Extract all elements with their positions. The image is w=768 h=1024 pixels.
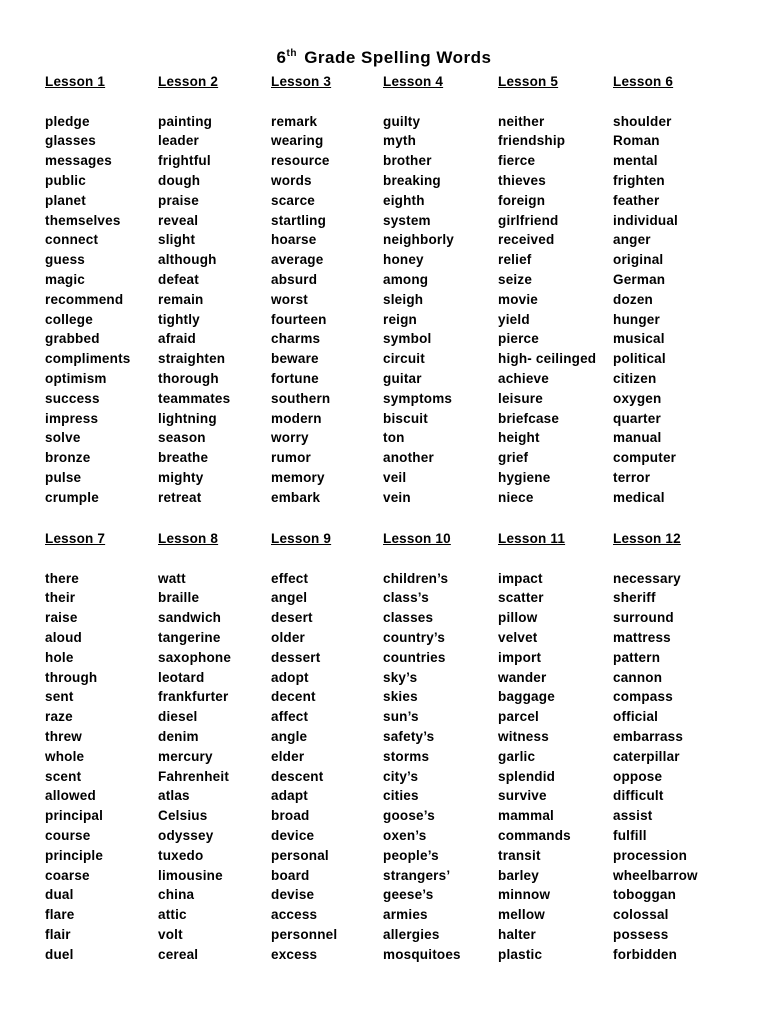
spelling-word: flare — [45, 907, 75, 923]
spelling-word: worst — [271, 291, 309, 307]
spelling-word: diesel — [158, 709, 198, 725]
spelling-word: pierce — [498, 331, 539, 347]
spelling-word: wheelbarrow — [613, 867, 698, 883]
spelling-word: slight — [158, 232, 196, 248]
spelling-word: older — [271, 629, 306, 645]
spelling-word: neighborly — [383, 232, 455, 248]
spelling-word: guess — [45, 252, 86, 268]
spelling-word: quarter — [613, 410, 661, 426]
lesson-heading: Lesson 7 — [45, 531, 106, 546]
spelling-word: girlfriend — [498, 212, 559, 228]
spelling-word: watt — [158, 570, 186, 586]
spelling-word: brother — [383, 153, 432, 169]
spelling-word: denim — [158, 728, 199, 744]
spelling-word: hoarse — [271, 232, 317, 248]
lesson-heading: Lesson 1 — [45, 74, 106, 89]
spelling-word: German — [613, 271, 666, 287]
spelling-word: tightly — [158, 311, 200, 327]
spelling-word: coarse — [45, 867, 90, 883]
spelling-word: flair — [45, 926, 71, 942]
spelling-word: seize — [498, 271, 533, 287]
spelling-word: terror — [613, 469, 651, 485]
spelling-word: solve — [45, 430, 81, 446]
spelling-word: oxygen — [613, 390, 662, 406]
lesson-heading: Lesson 8 — [158, 531, 219, 546]
spelling-word: sleigh — [383, 291, 424, 307]
spelling-word: tuxedo — [158, 847, 204, 863]
spelling-word: rumor — [271, 450, 312, 466]
spelling-word: wander — [498, 669, 547, 685]
spelling-word: reign — [383, 311, 418, 327]
spelling-word: affect — [271, 709, 309, 725]
spelling-word: odyssey — [158, 827, 214, 843]
spelling-word: angel — [271, 590, 308, 606]
spelling-word: frighten — [613, 172, 665, 188]
spelling-word: foreign — [498, 192, 546, 208]
spelling-word: charms — [271, 331, 321, 347]
spelling-word: veil — [383, 469, 407, 485]
spelling-word: fulfill — [613, 827, 647, 843]
spelling-word: ton — [383, 430, 405, 446]
spelling-word: circuit — [383, 351, 425, 367]
spelling-word: elder — [271, 748, 305, 764]
spelling-word: goose’s — [383, 808, 435, 824]
spelling-word: decent — [271, 689, 316, 705]
spelling-word: hygiene — [498, 469, 551, 485]
spelling-word: personnel — [271, 926, 338, 942]
spelling-word: there — [45, 570, 80, 586]
spelling-word: dessert — [271, 649, 321, 665]
spelling-word: leisure — [498, 390, 543, 406]
spelling-word: adapt — [271, 788, 309, 804]
spelling-word: armies — [383, 907, 428, 923]
spelling-word: angle — [271, 728, 308, 744]
spelling-word: broad — [271, 808, 310, 824]
spelling-word: classes — [383, 610, 434, 626]
spelling-word: recommend — [45, 291, 124, 307]
spelling-word: transit — [498, 847, 541, 863]
spelling-word: frankfurter — [158, 689, 229, 705]
spelling-word: cities — [383, 788, 419, 804]
spelling-word: cereal — [158, 946, 199, 962]
spelling-word: volt — [158, 926, 183, 942]
spelling-word: teammates — [158, 390, 231, 406]
spelling-word: limousine — [158, 867, 223, 883]
spelling-word: mellow — [498, 907, 545, 923]
spelling-word: oppose — [613, 768, 663, 784]
spelling-word: baggage — [498, 689, 555, 705]
spelling-word: aloud — [45, 629, 82, 645]
spelling-word: difficult — [613, 788, 664, 804]
spelling-word: forbidden — [613, 946, 678, 962]
spelling-word: Celsius — [158, 808, 208, 824]
spelling-word: devise — [271, 887, 315, 903]
spelling-word: musical — [613, 331, 665, 347]
spelling-word: leader — [158, 133, 199, 149]
spelling-word: breathe — [158, 450, 209, 466]
spelling-word: high- ceilinged — [498, 351, 597, 367]
spelling-word: compliments — [45, 351, 131, 367]
lesson-column — [158, 529, 273, 965]
spelling-word: absurd — [271, 271, 318, 287]
spelling-word: lightning — [158, 410, 217, 426]
spelling-word: planet — [45, 192, 86, 208]
spelling-word: oxen’s — [383, 827, 427, 843]
spelling-word: reveal — [158, 212, 199, 228]
spelling-word: height — [498, 430, 540, 446]
lesson-column — [498, 529, 613, 965]
spelling-word: fourteen — [271, 311, 327, 327]
spelling-word: average — [271, 252, 324, 268]
spelling-word: fierce — [498, 153, 536, 169]
spelling-word: symptoms — [383, 390, 453, 406]
lesson-column — [613, 72, 728, 508]
lesson-heading: Lesson 10 — [383, 531, 451, 546]
spelling-word: breaking — [383, 172, 441, 188]
spelling-word: received — [498, 232, 555, 248]
spelling-word: plastic — [498, 946, 543, 962]
spelling-word: individual — [613, 212, 679, 228]
spelling-word: guilty — [383, 113, 421, 129]
spelling-word: magic — [45, 271, 86, 287]
spelling-word: atlas — [158, 788, 190, 804]
spelling-word: mercury — [158, 748, 213, 764]
spelling-word: vein — [383, 489, 411, 505]
spelling-word: although — [158, 252, 217, 268]
spelling-word: niece — [498, 489, 534, 505]
spelling-word: bronze — [45, 450, 91, 466]
spelling-word: medical — [613, 489, 665, 505]
spelling-word: season — [158, 430, 206, 446]
spelling-word: hole — [45, 649, 74, 665]
spelling-word: pledge — [45, 113, 90, 129]
spelling-word: attic — [158, 907, 187, 923]
spelling-word: manual — [613, 430, 662, 446]
spelling-word: china — [158, 887, 195, 903]
spelling-word: necessary — [613, 570, 681, 586]
spelling-word: connect — [45, 232, 99, 248]
spelling-word: computer — [613, 450, 677, 466]
lesson-heading: Lesson 5 — [498, 74, 559, 89]
spelling-word: scent — [45, 768, 82, 784]
spelling-word: relief — [498, 252, 532, 268]
spelling-word: assist — [613, 808, 653, 824]
spelling-word: leotard — [158, 669, 205, 685]
spelling-word: college — [45, 311, 93, 327]
spelling-word: themselves — [45, 212, 121, 228]
spelling-word: procession — [613, 847, 688, 863]
spelling-word: people’s — [383, 847, 439, 863]
lesson-column — [613, 529, 728, 965]
spelling-word: cannon — [613, 669, 663, 685]
spelling-word: southern — [271, 390, 331, 406]
spelling-word: safety’s — [383, 728, 435, 744]
lesson-heading: Lesson 11 — [498, 531, 566, 546]
spelling-word: minnow — [498, 887, 551, 903]
spelling-word: pattern — [613, 649, 661, 665]
spelling-word: symbol — [383, 331, 432, 347]
spelling-word: raise — [45, 610, 78, 626]
spelling-word: their — [45, 590, 76, 606]
spelling-word: tangerine — [158, 629, 221, 645]
spelling-word: course — [45, 827, 91, 843]
spelling-word: movie — [498, 291, 539, 307]
spelling-word: memory — [271, 469, 325, 485]
spelling-word: halter — [498, 926, 536, 942]
spelling-word: velvet — [498, 629, 538, 645]
spelling-word: braille — [158, 590, 200, 606]
spelling-word: sent — [45, 689, 74, 705]
spelling-word: yield — [498, 311, 530, 327]
spelling-word: modern — [271, 410, 322, 426]
spelling-word: success — [45, 390, 100, 406]
spelling-word: embarrass — [613, 728, 684, 744]
spelling-word: defeat — [158, 271, 199, 287]
spelling-word: startling — [271, 212, 327, 228]
spelling-word: parcel — [498, 709, 539, 725]
spelling-word: children’s — [383, 570, 449, 586]
spelling-word: city’s — [383, 768, 419, 784]
spelling-word: grabbed — [45, 331, 100, 347]
spelling-word: resource — [271, 153, 330, 169]
spelling-word: mattress — [613, 629, 671, 645]
spelling-word: achieve — [498, 370, 549, 386]
spelling-word: briefcase — [498, 410, 560, 426]
spelling-word: commands — [498, 827, 571, 843]
spelling-word: fortune — [271, 370, 319, 386]
spelling-word: dozen — [613, 291, 653, 307]
spelling-word: retreat — [158, 489, 202, 505]
spelling-word: Fahrenheit — [158, 768, 230, 784]
spelling-word: impact — [498, 570, 543, 586]
spelling-word: myth — [383, 133, 417, 149]
spelling-word: Roman — [613, 133, 660, 149]
spelling-word: countries — [383, 649, 446, 665]
spelling-word: friendship — [498, 133, 566, 149]
spelling-word: guitar — [383, 370, 422, 386]
lesson-column — [383, 529, 498, 965]
spelling-word: scarce — [271, 192, 315, 208]
spelling-word: official — [613, 709, 659, 725]
lesson-heading: Lesson 3 — [271, 74, 332, 89]
spelling-word: honey — [383, 252, 424, 268]
page-title — [0, 48, 768, 68]
spelling-word: dough — [158, 172, 201, 188]
title-text: Grade Spelling Words — [304, 48, 492, 67]
spelling-word: citizen — [613, 370, 657, 386]
spelling-word: another — [383, 450, 434, 466]
lesson-column — [383, 72, 498, 508]
spelling-word: mosquitoes — [383, 946, 461, 962]
spelling-word: straighten — [158, 351, 226, 367]
spelling-word: beware — [271, 351, 319, 367]
spelling-word: messages — [45, 153, 112, 169]
spelling-word: mental — [613, 153, 658, 169]
lesson-column — [158, 72, 273, 508]
spelling-word: compass — [613, 689, 673, 705]
spelling-word: pulse — [45, 469, 82, 485]
spelling-word: dual — [45, 887, 74, 903]
spelling-word: system — [383, 212, 431, 228]
spelling-word: pillow — [498, 610, 538, 626]
spelling-word: strangers’ — [383, 867, 451, 883]
spelling-word: garlic — [498, 748, 536, 764]
spelling-word: country’s — [383, 629, 446, 645]
spelling-word: hunger — [613, 311, 660, 327]
spelling-word: device — [271, 827, 315, 843]
spelling-word: thorough — [158, 370, 219, 386]
spelling-word: scatter — [498, 590, 544, 606]
lesson-column — [45, 72, 160, 508]
lesson-column — [45, 529, 160, 965]
spelling-word: mammal — [498, 808, 554, 824]
spelling-word: among — [383, 271, 429, 287]
spelling-word: splendid — [498, 768, 556, 784]
spelling-word: optimism — [45, 370, 107, 386]
spelling-word: praise — [158, 192, 199, 208]
spelling-word: through — [45, 669, 98, 685]
spelling-word: sky’s — [383, 669, 418, 685]
spelling-word: effect — [271, 570, 309, 586]
spelling-word: words — [271, 172, 312, 188]
lesson-heading: Lesson 2 — [158, 74, 219, 89]
spelling-word: original — [613, 252, 664, 268]
spelling-word: public — [45, 172, 86, 188]
spelling-word: allergies — [383, 926, 440, 942]
spelling-word: feather — [613, 192, 660, 208]
lesson-heading: Lesson 9 — [271, 531, 332, 546]
spelling-word: toboggan — [613, 887, 677, 903]
spelling-word: descent — [271, 768, 324, 784]
spelling-word: grief — [498, 450, 529, 466]
spelling-word: afraid — [158, 331, 196, 347]
spelling-word: possess — [613, 926, 669, 942]
spelling-word: barley — [498, 867, 539, 883]
spelling-word: remain — [158, 291, 204, 307]
spelling-word: witness — [498, 728, 549, 744]
spelling-word: painting — [158, 113, 213, 129]
spelling-word: allowed — [45, 788, 96, 804]
spelling-word: duel — [45, 946, 74, 962]
lesson-heading: Lesson 12 — [613, 531, 681, 546]
spelling-word: geese’s — [383, 887, 434, 903]
lesson-column — [271, 529, 386, 965]
spelling-word: desert — [271, 610, 313, 626]
spelling-word: storms — [383, 748, 430, 764]
spelling-word: board — [271, 867, 310, 883]
spelling-word: saxophone — [158, 649, 232, 665]
spelling-word: sandwich — [158, 610, 222, 626]
lesson-column — [498, 72, 613, 508]
spelling-word: anger — [613, 232, 651, 248]
spelling-word: remark — [271, 113, 318, 129]
spelling-word: excess — [271, 946, 318, 962]
spelling-word: impress — [45, 410, 99, 426]
spelling-word: embark — [271, 489, 321, 505]
spelling-word: eighth — [383, 192, 425, 208]
lesson-heading: Lesson 6 — [613, 74, 674, 89]
spelling-word: colossal — [613, 907, 669, 923]
spelling-word: import — [498, 649, 542, 665]
spelling-word: access — [271, 907, 318, 923]
spelling-word: thieves — [498, 172, 546, 188]
spelling-word: crumple — [45, 489, 99, 505]
spelling-word: principal — [45, 808, 104, 824]
spelling-word: shoulder — [613, 113, 672, 129]
spelling-word: threw — [45, 728, 83, 744]
spelling-word: principle — [45, 847, 104, 863]
spelling-word: survive — [498, 788, 547, 804]
spelling-word: raze — [45, 709, 73, 725]
spelling-word: caterpillar — [613, 748, 680, 764]
spelling-word: surround — [613, 610, 674, 626]
spelling-word: neither — [498, 113, 545, 129]
lesson-heading: Lesson 4 — [383, 74, 444, 89]
title-suffix: th — [286, 48, 297, 59]
lesson-column — [271, 72, 386, 508]
spelling-word: sheriff — [613, 590, 656, 606]
spelling-word: worry — [271, 430, 309, 446]
spelling-word: skies — [383, 689, 418, 705]
spelling-word: political — [613, 351, 666, 367]
spelling-word: wearing — [271, 133, 324, 149]
spelling-word: frightful — [158, 153, 211, 169]
spelling-word: whole — [45, 748, 85, 764]
spelling-word: adopt — [271, 669, 309, 685]
spelling-word: mighty — [158, 469, 204, 485]
spelling-word: biscuit — [383, 410, 428, 426]
spelling-word: personal — [271, 847, 329, 863]
spelling-word: glasses — [45, 133, 96, 149]
spelling-word: sun’s — [383, 709, 419, 725]
spelling-word: class’s — [383, 590, 429, 606]
title-grade: 6 — [276, 48, 287, 67]
